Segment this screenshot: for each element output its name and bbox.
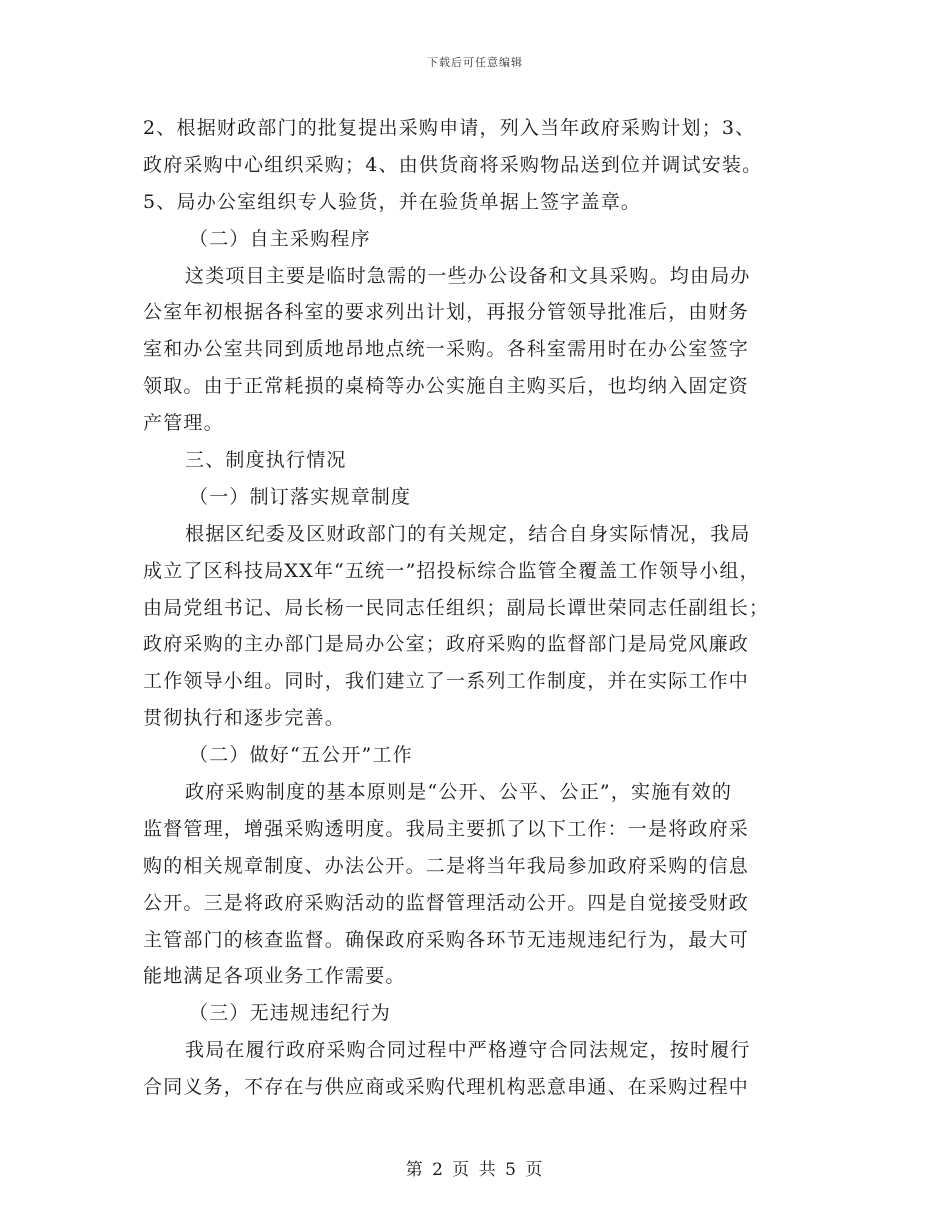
body-line: 5、局办公室组织专人验货，并在验货单据上签字盖章。 (143, 190, 642, 213)
body-line: 政府采购的主办部门是局办公室；政府采购的监督部门是局党风廉政 (143, 633, 750, 656)
page-number: 第 2 页 共 5 页 (405, 1160, 545, 1180)
section-heading: 三、制度执行情况 (185, 449, 347, 472)
body-line: 室和办公室共同到质地昂地点统一采购。各科室需用时在办公室签字 (143, 338, 750, 361)
body-line: 贯彻执行和逐步完善。 (143, 707, 346, 730)
paragraph-start: 我局在履行政府采购合同过程中严格遵守合同法规定，按时履行 (185, 1039, 751, 1062)
paragraph-start: 根据区纪委及区财政部门的有关规定，结合自身实际情况，我局 (185, 522, 751, 545)
body-line: 2、根据财政部门的批复提出采购申请，列入当年政府采购计划；3、 (143, 117, 756, 139)
paragraph-start: 政府采购制度的基本原则是“公开、公平、公正”，实施有效的 (185, 781, 733, 804)
body-line: 产管理。 (143, 412, 224, 435)
body-line: 公开。三是将政府采购活动的监督管理活动公开。四是自觉接受财政 (143, 891, 750, 914)
paragraph-start: 这类项目主要是临时急需的一些办公设备和文具采购。均由局办 (185, 264, 751, 287)
body-line: 监督管理，增强采购透明度。我局主要抓了以下工作：一是将政府采 (143, 817, 750, 840)
document-body (143, 110, 815, 1106)
body-line: 购的相关规章制度、办法公开。二是将当年我局参加政府采购的信息 (143, 854, 750, 877)
body-line: 政府采购中心组织采购；4、由供货商将采购物品送到位并调试安装。 (143, 153, 763, 176)
body-line: 合同义务，不存在与供应商或采购代理机构恶意串通、在采购过程中 (143, 1076, 750, 1099)
subsection-heading: （二）做好“五公开”工作 (189, 744, 413, 767)
subsection-heading: （三）无违规违纪行为 (189, 1002, 392, 1025)
subsection-heading: （一）制订落实规章制度 (189, 485, 412, 508)
body-line: 成立了区科技局XX年“五统一”招投标综合监管全覆盖工作领导小组， (143, 559, 760, 582)
body-line: 能地满足各项业务工作需要。 (143, 965, 406, 988)
body-line: 由局党组书记、局长杨一民同志任组织；副局长谭世荣同志任副组长； (143, 596, 770, 619)
body-line: 主管部门的核查监督。确保政府采购各环节无违规违纪行为，最大可 (143, 928, 750, 951)
section-heading: （二）自主采购程序 (189, 227, 371, 250)
page-header-note: 下载后可任意编辑 (427, 56, 523, 69)
body-line: 公室年初根据各科室的要求列出计划，再报分管领导批准后，由财务 (143, 301, 750, 324)
body-line: 领取。由于正常耗损的桌椅等办公实施自主购买后，也均纳入固定资 (143, 375, 750, 398)
body-line: 工作领导小组。同时，我们建立了一系列工作制度，并在实际工作中 (143, 670, 750, 693)
